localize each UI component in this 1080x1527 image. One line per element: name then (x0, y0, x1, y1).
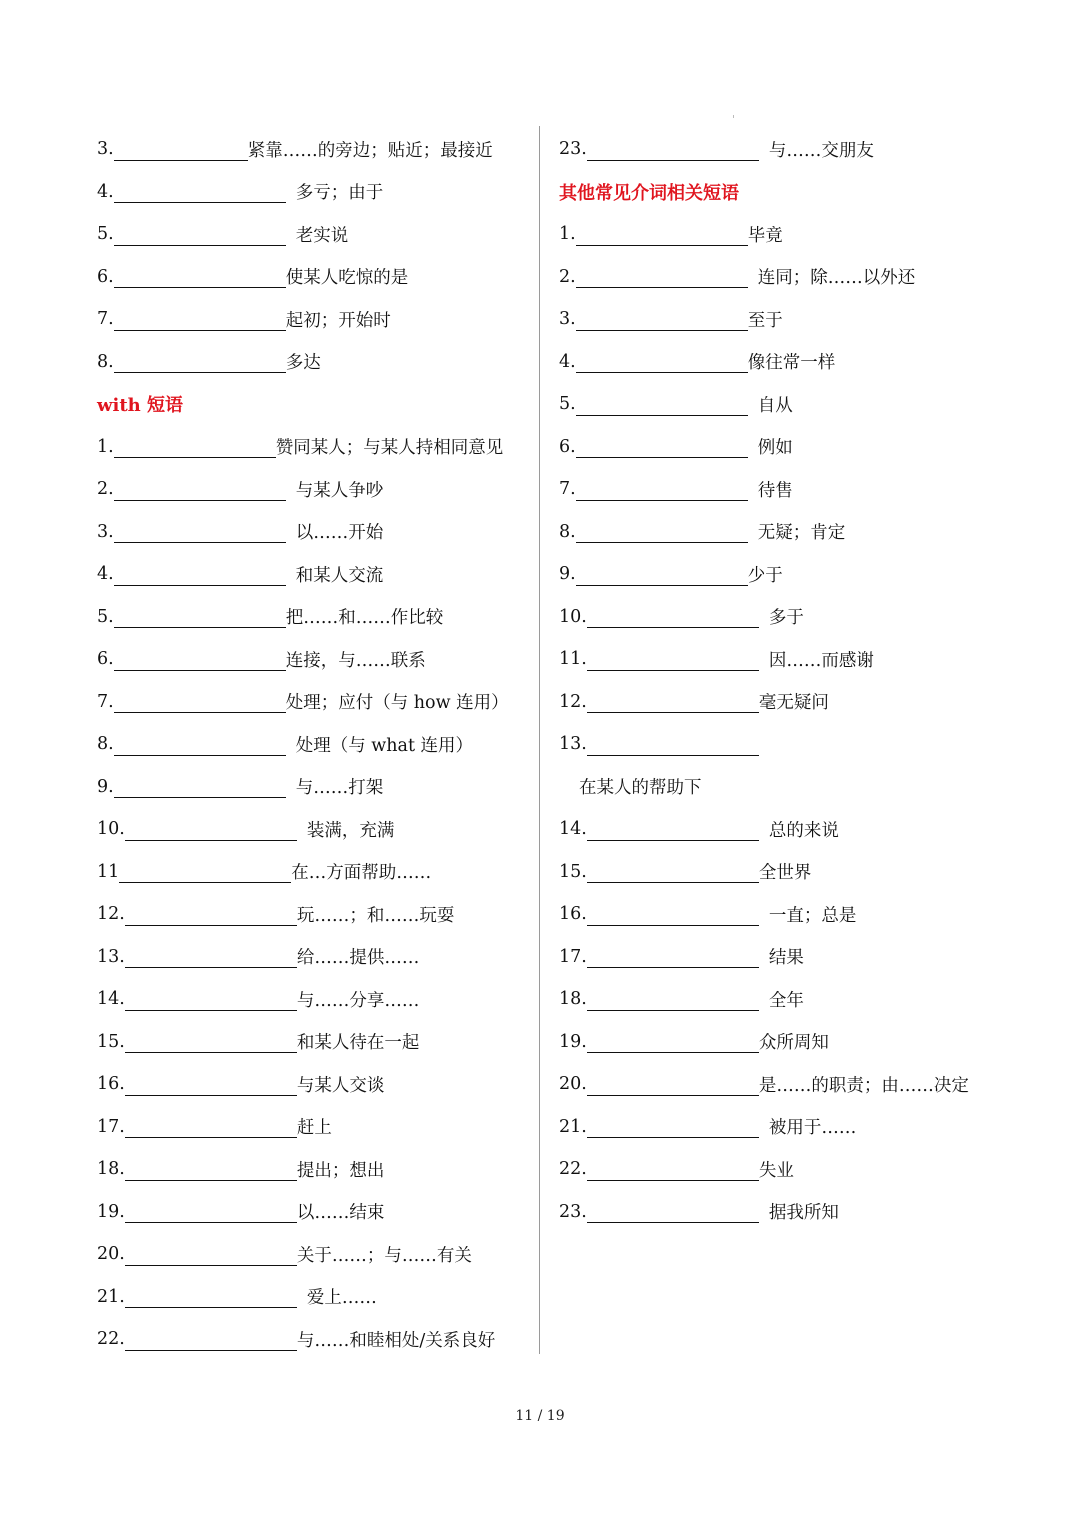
answer-blank[interactable] (576, 227, 748, 246)
item-number: 7. (97, 691, 114, 712)
exercise-item (559, 1106, 1059, 1149)
item-number: 1. (559, 224, 576, 245)
item-meaning: 和某人交流 (295, 565, 384, 586)
item-meaning: 处理（与 what 连用） (295, 735, 474, 756)
exercise-item (97, 213, 537, 256)
item-meaning: 给……提供…… (296, 948, 420, 969)
item-meaning: 全年 (768, 990, 804, 1011)
exercise-item (559, 681, 1059, 724)
item-number: 9. (97, 776, 114, 797)
item-meaning: 多于 (768, 608, 804, 629)
answer-blank[interactable] (114, 652, 286, 671)
answer-blank[interactable] (125, 1119, 297, 1138)
item-meaning: 与某人交谈 (296, 1075, 385, 1096)
item-number: 17. (97, 1116, 125, 1137)
exercise-item (559, 936, 1059, 979)
answer-blank[interactable] (125, 822, 297, 841)
section-heading: 其他常见介词相关短语 (559, 182, 739, 204)
answer-blank[interactable] (114, 694, 286, 713)
right-column (559, 128, 1059, 1233)
item-number: 12. (97, 904, 125, 925)
exercise-item (97, 511, 537, 554)
item-meaning: 把……和……作比较 (285, 608, 444, 629)
item-number: 13. (97, 946, 125, 967)
answer-blank[interactable] (587, 907, 759, 926)
answer-blank[interactable] (576, 567, 748, 586)
item-meaning: 全世界 (758, 863, 812, 884)
item-meaning: 失业 (758, 1160, 794, 1181)
item-meaning: 起初；开始时 (285, 310, 391, 331)
exercise-item (97, 596, 537, 639)
item-number: 11. (559, 649, 587, 670)
item-meaning: 待售 (757, 480, 793, 501)
exercise-item (559, 553, 1059, 596)
answer-blank[interactable] (114, 142, 248, 161)
answer-blank[interactable] (587, 694, 759, 713)
answer-blank[interactable] (114, 779, 286, 798)
answer-blank[interactable] (587, 992, 759, 1011)
item-number: 13. (559, 734, 587, 755)
answer-blank[interactable] (576, 482, 748, 501)
answer-blank[interactable] (114, 312, 286, 331)
exercise-item (97, 298, 537, 341)
exercise-item (97, 341, 537, 384)
item-meaning: 和某人待在一起 (296, 1033, 420, 1054)
item-number: 6. (559, 436, 576, 457)
item-number: 6. (97, 649, 114, 670)
answer-blank[interactable] (114, 609, 286, 628)
item-number: 8. (97, 734, 114, 755)
exercise-item (559, 1191, 1059, 1234)
exercise-item (97, 978, 537, 1021)
item-number: 15. (97, 1031, 125, 1052)
item-number: 23. (559, 139, 587, 160)
item-meaning: 被用于…… (768, 1118, 857, 1139)
exercise-item (97, 638, 537, 681)
exercise-item (97, 808, 537, 851)
item-meaning: 因……而感谢 (768, 650, 874, 671)
item-meaning: 在…方面帮助…… (291, 863, 432, 884)
item-number: 3. (97, 139, 114, 160)
answer-blank[interactable] (125, 1034, 297, 1053)
item-number: 10. (559, 606, 587, 627)
answer-blank[interactable] (587, 949, 759, 968)
answer-blank[interactable] (119, 864, 291, 883)
exercise-item (97, 553, 537, 596)
exercise-item (97, 1233, 537, 1276)
continuation-text: 在某人的帮助下 (579, 778, 702, 799)
item-meaning: 像往常一样 (747, 353, 836, 374)
answer-blank[interactable] (587, 1034, 759, 1053)
item-number: 19. (97, 1201, 125, 1222)
item-meaning: 以……开始 (295, 523, 384, 544)
item-meaning: 与某人争吵 (295, 480, 384, 501)
answer-blank[interactable] (125, 1247, 297, 1266)
exercise-item (559, 851, 1059, 894)
exercise-item (559, 638, 1059, 681)
exercise-item (559, 1148, 1059, 1191)
exercise-item (559, 893, 1059, 936)
answer-blank[interactable] (114, 354, 286, 373)
item-meaning: 至于 (747, 310, 783, 331)
answer-blank[interactable] (114, 482, 286, 501)
exercise-item (559, 468, 1059, 511)
answer-blank[interactable] (587, 822, 759, 841)
exercise-item (559, 1021, 1059, 1064)
exercise-item (559, 596, 1059, 639)
item-meaning: 毕竟 (747, 225, 783, 246)
exercise-item (97, 426, 537, 469)
item-meaning: 连同；除……以外还 (757, 268, 916, 289)
item-number: 20. (559, 1074, 587, 1095)
answer-blank[interactable] (125, 1077, 297, 1096)
section-heading: with 短语 (97, 395, 184, 417)
exercise-item (559, 298, 1059, 341)
exercise-item (97, 1106, 537, 1149)
item-number: 19. (559, 1031, 587, 1052)
item-number: 5. (97, 224, 114, 245)
item-number: 14. (559, 819, 587, 840)
exercise-item (559, 808, 1059, 851)
exercise-item (97, 128, 537, 171)
item-meaning: 与……打架 (295, 778, 384, 799)
item-number: 8. (97, 351, 114, 372)
item-number: 21. (559, 1116, 587, 1137)
item-number: 4. (97, 564, 114, 585)
item-number: 7. (97, 309, 114, 330)
item-meaning: 例如 (757, 438, 793, 459)
item-number: 17. (559, 946, 587, 967)
answer-blank[interactable] (587, 609, 759, 628)
item-number: 1. (97, 436, 114, 457)
item-meaning: 据我所知 (768, 1203, 839, 1224)
left-column (97, 128, 537, 1361)
answer-blank[interactable] (114, 227, 286, 246)
exercise-item (97, 1318, 537, 1361)
exercise-item (559, 128, 1059, 171)
item-meaning: 处理；应付（与 how 连用） (285, 693, 509, 714)
answer-blank[interactable] (125, 1289, 297, 1308)
exercise-item (559, 213, 1059, 256)
item-number: 21. (97, 1286, 125, 1307)
item-number: 20. (97, 1244, 125, 1265)
item-meaning: 与……和睦相处/关系良好 (296, 1330, 496, 1351)
exercise-item (559, 978, 1059, 1021)
answer-blank[interactable] (576, 354, 748, 373)
answer-blank[interactable] (114, 269, 286, 288)
column-divider (539, 126, 540, 1354)
answer-blank[interactable] (587, 142, 759, 161)
item-number: 6. (97, 266, 114, 287)
answer-blank[interactable] (125, 992, 297, 1011)
exercise-item (97, 1021, 537, 1064)
answer-blank[interactable] (587, 1077, 759, 1096)
item-number: 11 (97, 861, 120, 882)
item-meaning: 爱上…… (306, 1288, 377, 1309)
item-meaning: 众所周知 (758, 1033, 829, 1054)
item-meaning: 与……分享…… (296, 990, 420, 1011)
item-meaning: 无疑；肯定 (757, 523, 846, 544)
answer-blank[interactable] (125, 1332, 297, 1351)
answer-blank[interactable] (114, 567, 286, 586)
item-meaning: 结果 (768, 948, 804, 969)
answer-blank[interactable] (576, 269, 748, 288)
exercise-item (97, 723, 537, 766)
item-number: 10. (97, 819, 125, 840)
item-number: 4. (559, 351, 576, 372)
answer-blank[interactable] (114, 737, 286, 756)
exercise-item (97, 256, 537, 299)
item-number: 3. (559, 309, 576, 330)
item-number: 8. (559, 521, 576, 542)
exercise-item (559, 341, 1059, 384)
exercise-item (97, 468, 537, 511)
answer-blank[interactable] (587, 652, 759, 671)
item-meaning: 以……结束 (296, 1203, 385, 1224)
item-number: 14. (97, 989, 125, 1010)
exercise-item (559, 426, 1059, 469)
answer-blank[interactable] (587, 864, 759, 883)
item-number: 2. (97, 479, 114, 500)
item-meaning: 一直；总是 (768, 905, 857, 926)
item-meaning: 自从 (757, 395, 793, 416)
exercise-item (559, 256, 1059, 299)
answer-blank[interactable] (587, 1119, 759, 1138)
item-number: 3. (97, 521, 114, 542)
item-number: 2. (559, 266, 576, 287)
item-number: 4. (97, 181, 114, 202)
item-meaning: 老实说 (295, 225, 349, 246)
item-number: 15. (559, 861, 587, 882)
exercise-item (97, 1276, 537, 1319)
exercise-item (559, 383, 1059, 426)
item-meaning: 总的来说 (768, 820, 839, 841)
answer-blank[interactable] (125, 907, 297, 926)
item-number: 18. (97, 1159, 125, 1180)
answer-blank[interactable] (114, 524, 286, 543)
speck (733, 115, 734, 118)
item-number: 5. (97, 606, 114, 627)
exercise-item (559, 511, 1059, 554)
exercise-item (559, 1063, 1059, 1106)
item-meaning: 连接，与……联系 (285, 650, 426, 671)
item-meaning: 少于 (747, 565, 783, 586)
exercise-item (97, 1148, 537, 1191)
item-meaning: 玩……；和……玩耍 (296, 905, 455, 926)
item-meaning: 与……交朋友 (768, 140, 874, 161)
item-meaning: 多达 (285, 353, 321, 374)
answer-blank[interactable] (125, 1204, 297, 1223)
item-number: 9. (559, 564, 576, 585)
answer-blank[interactable] (576, 397, 748, 416)
item-meaning: 装满，充满 (306, 820, 395, 841)
item-number: 23. (559, 1201, 587, 1222)
exercise-item (97, 171, 537, 214)
answer-blank[interactable] (587, 1162, 759, 1181)
item-number: 12. (559, 691, 587, 712)
item-number: 22. (559, 1159, 587, 1180)
item-number: 5. (559, 394, 576, 415)
item-meaning: 关于……；与……有关 (296, 1245, 472, 1266)
answer-blank[interactable] (587, 1204, 759, 1223)
exercise-item (97, 1191, 537, 1234)
answer-blank[interactable] (114, 184, 286, 203)
item-meaning: 使某人吃惊的是 (285, 268, 409, 289)
item-number: 16. (559, 904, 587, 925)
item-meaning: 赶上 (296, 1118, 332, 1139)
page-number: 11 / 19 (515, 1408, 565, 1424)
exercise-item (559, 723, 1059, 766)
answer-blank[interactable] (576, 524, 748, 543)
item-meaning: 紧靠……的旁边；贴近；最接近 (247, 140, 493, 161)
exercise-item (97, 1063, 537, 1106)
answer-blank[interactable] (125, 949, 297, 968)
exercise-item (97, 851, 537, 894)
item-number: 18. (559, 989, 587, 1010)
item-meaning: 赞同某人；与某人持相同意见 (275, 438, 504, 459)
item-meaning: 多亏；由于 (295, 183, 384, 204)
item-meaning: 提出；想出 (296, 1160, 385, 1181)
answer-blank[interactable] (125, 1162, 297, 1181)
item-meaning: 毫无疑问 (758, 693, 829, 714)
answer-blank[interactable] (114, 439, 276, 458)
item-number: 7. (559, 479, 576, 500)
item-number: 16. (97, 1074, 125, 1095)
exercise-item (97, 766, 537, 809)
item-number: 22. (97, 1329, 125, 1350)
exercise-item (97, 936, 537, 979)
exercise-item (97, 681, 537, 724)
answer-blank[interactable] (576, 439, 748, 458)
answer-blank[interactable] (576, 312, 748, 331)
item-meaning: 是……的职责；由……决定 (758, 1075, 969, 1096)
answer-blank[interactable] (587, 737, 759, 756)
exercise-item (97, 893, 537, 936)
